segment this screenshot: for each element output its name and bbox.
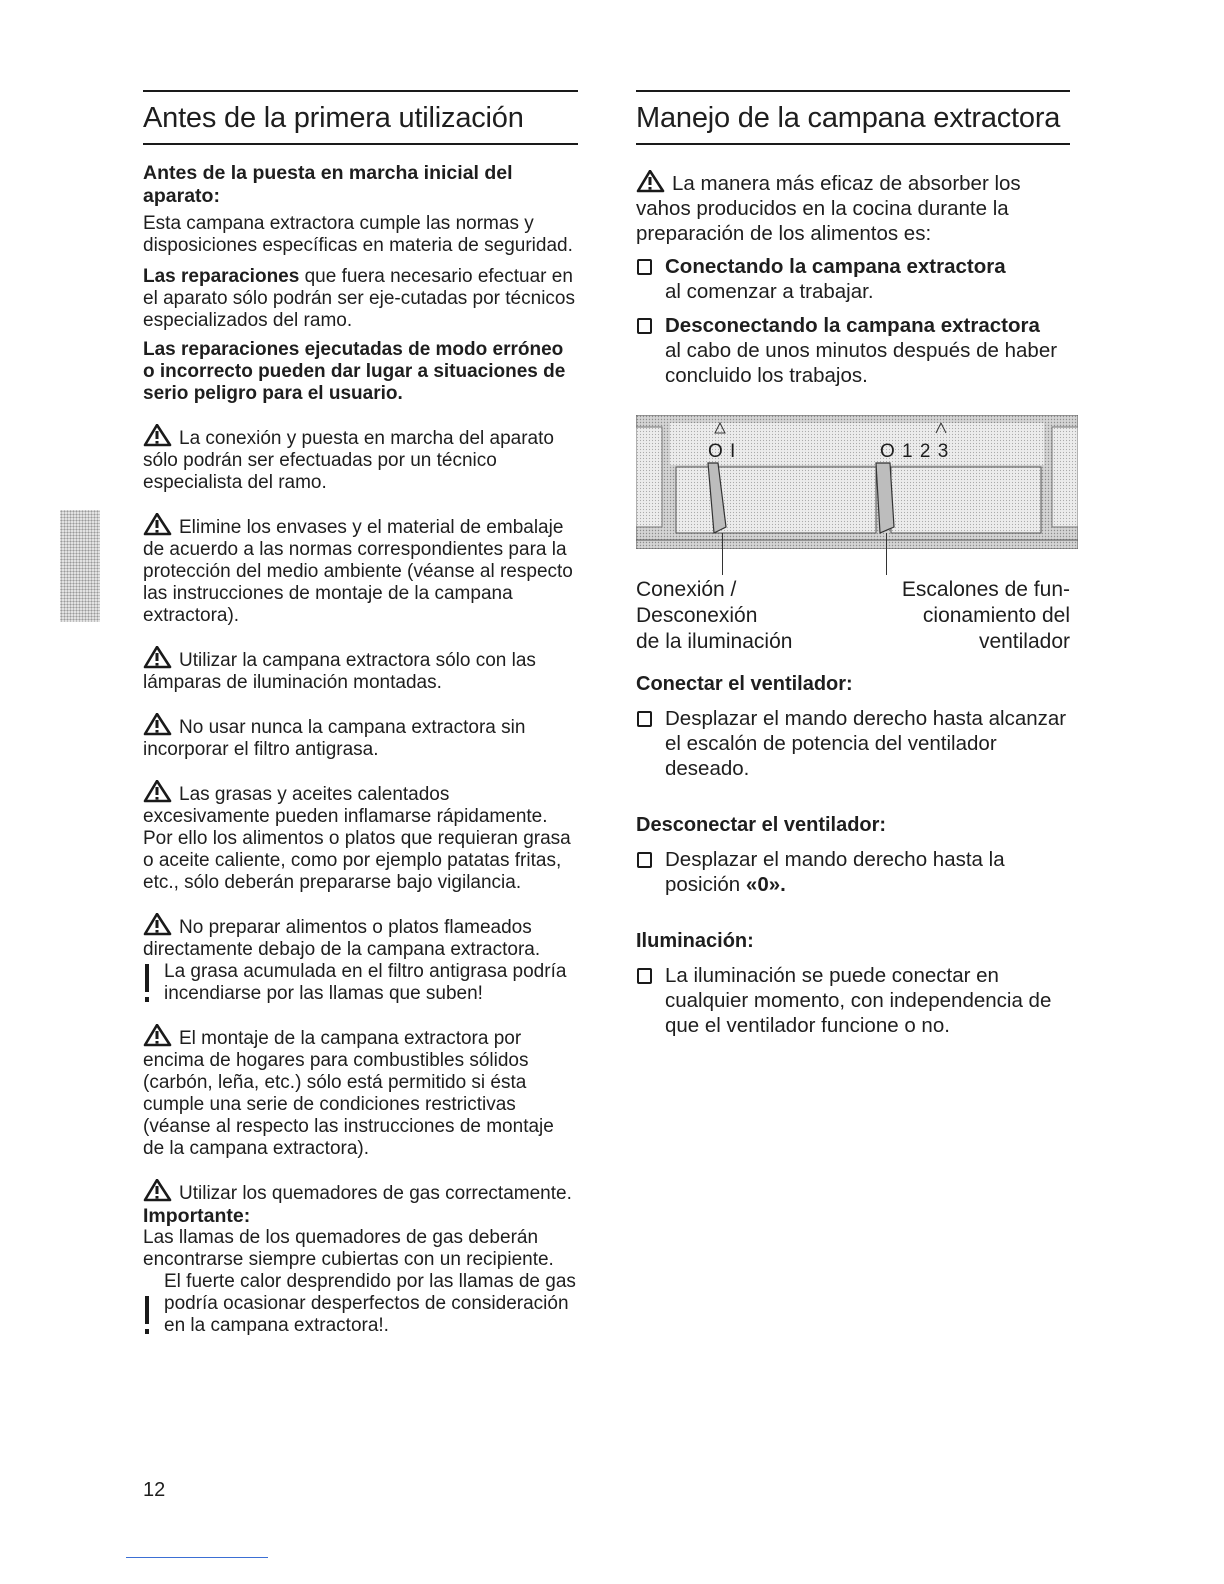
important-label: Importante:	[143, 1205, 251, 1227]
checkbox-bullet-icon	[637, 852, 652, 868]
page-number: 12	[143, 1479, 166, 1501]
bullet-fan-off: Desplazar el mando derecho hasta la posición «0».	[636, 847, 1070, 897]
checkbox-bullet-icon	[637, 259, 652, 275]
warning-triangle-icon	[143, 1179, 175, 1202]
warning-gas-burners: Utilizar los quemadores de gas correctamente.	[143, 1179, 578, 1205]
leader-line-right	[886, 533, 887, 575]
left-column	[143, 90, 578, 1337]
heading-fan-on: Conectar el ventilador:	[636, 673, 853, 695]
note-grease-fire: La grasa acumulada en el filtro antigrasa podría incendiarse por las llamas que suben!	[143, 961, 578, 1005]
warning-triangle-icon	[143, 646, 175, 669]
warning-connection: La conexión y puesta en marcha del aparato sólo podrán ser efectuadas por un técnico especialista del ramo.	[143, 424, 578, 494]
light-switch-scale: O I	[708, 441, 737, 462]
bullet-switch-on: Conectando la campana extractora al comenzar a trabajar.	[636, 254, 1070, 304]
warning-triangle-icon	[143, 1024, 175, 1047]
section-title-operation: Manejo de la campana extractora	[636, 90, 1070, 145]
repairs-text: que fuera necesario efectuar en el aparato sólo podrán ser eje-cutadas por técnicos especializados del ramo.	[143, 266, 575, 331]
warning-triangle-icon	[143, 424, 175, 447]
paragraph-repairs	[143, 266, 578, 332]
section-title-before-first-use: Antes de la primera utilización	[143, 90, 578, 145]
warning-hot-oil: Las grasas y aceites calentados excesivamente pueden inflamarse rápidamente. Por ello los alimentos o platos que requieran grasa o aceite caliente, como por ejemplo patatas fritas, etc., sólo deberán prepararse bajo vigilancia.	[143, 780, 578, 894]
note-gas-heat: El fuerte calor desprendido por las llamas de gas podría ocasionar desperfectos de consideración en la campana extractora!.	[143, 1271, 578, 1337]
warning-filter: No usar nunca la campana extractora sin incorporar el filtro antigrasa.	[143, 713, 578, 761]
bottom-divider	[126, 1557, 268, 1558]
warning-lamps: Utilizar la campana extractora sólo con las lámparas de iluminación montadas.	[143, 646, 578, 694]
leader-line-left	[722, 533, 723, 575]
warning-triangle-icon	[143, 513, 175, 536]
lead-heading: Antes de la puesta en marcha inicial del aparato:	[143, 162, 513, 207]
panel-captions	[636, 577, 1070, 657]
side-tab-marker	[60, 510, 100, 622]
warning-packaging: Elimine los envases y el material de embalaje de acuerdo a las normas correspondientes para la protección del medio ambiente (véanse al respecto las instrucciones de montaje de la campana extractora).	[143, 513, 578, 627]
checkbox-bullet-icon	[637, 711, 652, 727]
bullet-fan-on: Desplazar el mando derecho hasta alcanzar el escalón de potencia del ventilador deseado.	[636, 706, 1070, 781]
warning-triangle-icon	[143, 780, 175, 803]
important-text: Las llamas de los quemadores de gas deberán encontrarse siempre cubiertas con un recipiente.	[143, 1227, 554, 1270]
repairs-bold: Las reparaciones	[143, 266, 300, 287]
checkbox-bullet-icon	[637, 318, 652, 334]
warning-triangle-icon	[143, 713, 175, 736]
bullet-switch-off: Desconectando la campana extractora al cabo de unos minutos después de haber concluido los trabajos.	[636, 313, 1070, 388]
control-panel-illustration	[636, 415, 1078, 549]
intro-paragraph: La manera más eficaz de absorber los vahos producidos en la cocina durante la preparación de los alimentos es:	[636, 172, 1021, 245]
fan-switch-scale: O 1 2 3	[880, 441, 950, 462]
warning-solid-fuel: El montaje de la campana extractora por encima de hogares para combustibles sólidos (carbón, leña, etc.) sólo está permitido si ésta cumple una serie de condiciones restrictivas (véanse al respecto las instrucciones de montaje de la campana extractora).	[143, 1024, 578, 1160]
warning-triangle-icon	[143, 913, 175, 936]
paragraph-repairs-danger: Las reparaciones ejecutadas de modo erróneo o incorrecto pueden dar lugar a situaciones de serio peligro para el usuario.	[143, 339, 566, 404]
right-column	[636, 90, 1070, 1038]
warning-flambe: No preparar alimentos o platos flameados directamente debajo de la campana extractora.	[143, 913, 578, 961]
warning-triangle-icon	[636, 170, 668, 193]
exclamation-icon	[145, 1296, 149, 1334]
caption-light-switch: Conexión / Desconexión de la iluminación	[636, 578, 793, 653]
checkbox-bullet-icon	[637, 968, 652, 984]
paragraph-safety-norms: Esta campana extractora cumple las normas y disposiciones específicas en materia de seguridad.	[143, 213, 573, 256]
heading-fan-off: Desconectar el ventilador:	[636, 814, 887, 836]
heading-lighting: Iluminación:	[636, 930, 754, 952]
caption-fan-levels: Escalones de fun- cionamiento del ventilador	[901, 578, 1070, 653]
bullet-lighting: La iluminación se puede conectar en cualquier momento, con independencia de que el ventilador funcione o no.	[636, 963, 1070, 1038]
exclamation-icon	[145, 964, 149, 1002]
